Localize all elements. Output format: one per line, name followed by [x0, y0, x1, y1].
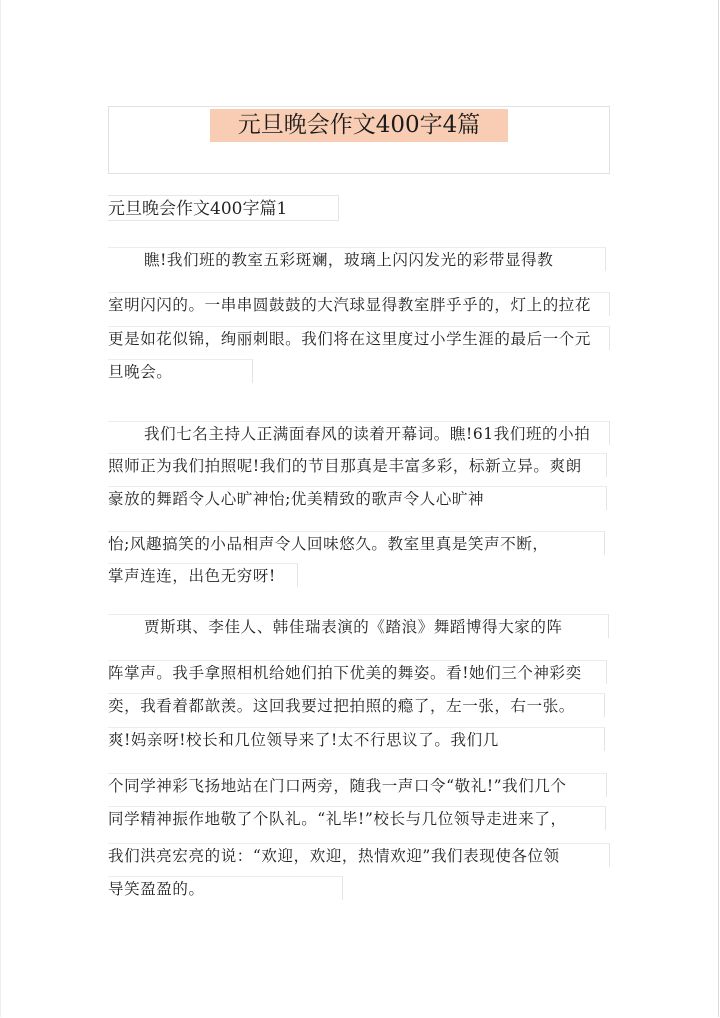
text-line: 怡;风趣搞笑的小品相声令人回味悠久。教室里真是笑声不断， — [108, 531, 605, 555]
text-line: 我们七名主持人正满面春风的读着开幕词。瞧!61我们班的小拍 — [108, 421, 610, 445]
text-line: 贾斯琪、李佳人、韩佳瑞表演的《踏浪》舞蹈博得大家的阵 — [108, 614, 609, 638]
text-line: 个同学神彩飞扬地站在门口两旁，随我一声口令“敬礼!”我们几个 — [108, 773, 607, 797]
text-line: 掌声连连，出色无穷呀! — [108, 563, 298, 587]
page-title: 元旦晚会作文400字4篇 — [210, 109, 508, 142]
text-line: 豪放的舞蹈令人心旷神怡;优美精致的歌声令人心旷神 — [108, 486, 607, 510]
text-line: 照师正为我们拍照呢!我们的节目那真是丰富多彩，标新立异。爽朗 — [108, 453, 607, 477]
text-line: 同学精神振作地敬了个队礼。“礼毕!”校长与几位领导走进来了， — [108, 806, 606, 830]
text-line: 更是如花似锦，绚丽刺眼。我们将在这里度过小学生涯的最后一个元 — [108, 326, 610, 350]
text-line: 奕，我看着都歆羡。这回我要过把拍照的瘾了，左一张，右一张。 — [108, 693, 605, 717]
section-heading: 元旦晚会作文400字篇1 — [108, 195, 339, 221]
text-line: 阵掌声。我手拿照相机给她们拍下优美的舞姿。看!她们三个神彩奕 — [108, 660, 607, 684]
text-line: 我们洪亮宏亮的说：“欢迎，欢迎，热情欢迎”我们表现使各位领 — [108, 843, 610, 867]
text-line: 瞧!我们班的教室五彩斑斓，玻璃上闪闪发光的彩带显得教 — [108, 247, 606, 271]
text-line: 导笑盈盈的。 — [108, 876, 343, 900]
text-line: 爽!妈亲呀!校长和几位领导来了!太不行思议了。我们几 — [108, 727, 605, 751]
text-line: 旦晚会。 — [108, 359, 253, 383]
text-line: 室明闪闪的。一串串圆鼓鼓的大汽球显得教室胖乎乎的，灯上的拉花 — [108, 292, 610, 316]
